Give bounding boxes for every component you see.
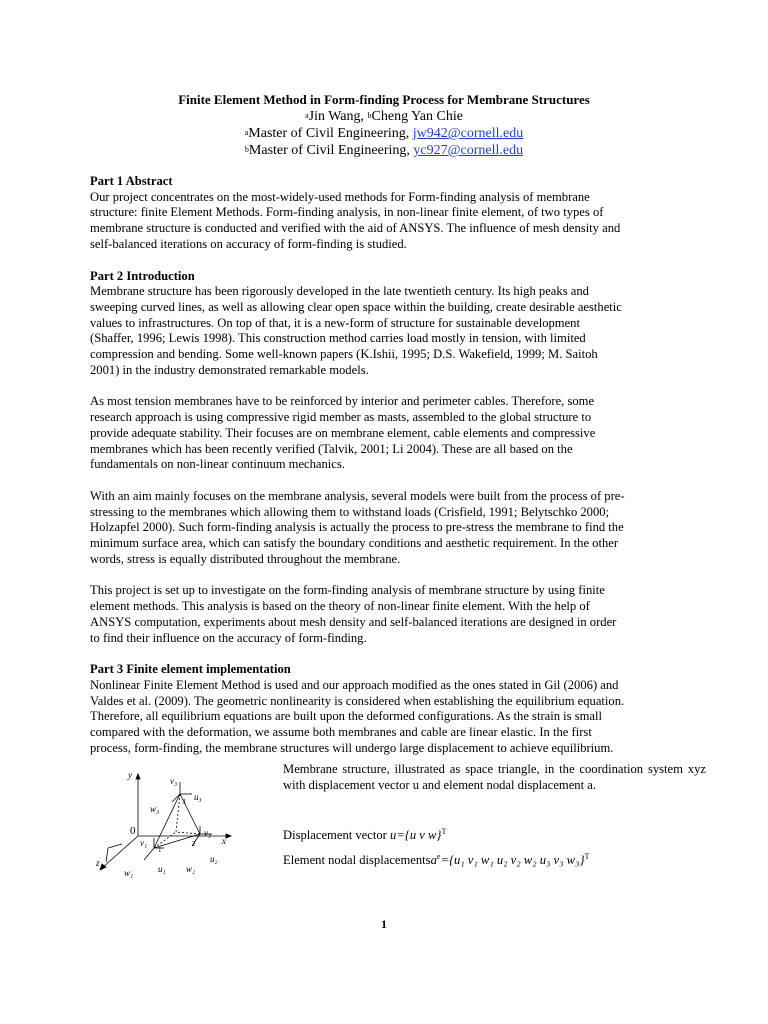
spacer [90,253,708,269]
text-line: to find their influence on the accuracy of form-finding. [90,630,367,645]
affiliation-a-superscript: a [244,128,249,137]
fig-label-u2: u₂ [210,854,218,864]
affiliation-a-text: Master of Civil Engineering, [248,126,413,141]
text-line: 2001) in the industry demonstrated remarkable models. [90,362,369,377]
text-line: Valdes et al. (2009). The geometric nonlinearity is considered when establishing the equilibrium equation. [90,693,625,708]
abstract-paragraph [90,190,708,253]
text-line: membrane structure is conducted and verified with the aid of ANSYS. The influence of mesh density and [90,221,621,236]
text-line: (Shaffer, 1996; Lewis 1998). This construction method carries load mostly in tension, with limited [90,331,586,346]
text-line: fundamentals on non-linear continuum mechanics. [90,457,345,472]
fig-node-1: 1 [158,846,162,854]
text-line: This project is set up to investigate on the form-finding analysis of membrane structure by using finite [90,583,605,598]
triangle-diagram [88,764,272,882]
email-link-a[interactable]: jw942@cornell.edu [412,126,524,141]
fig-label-w1: w₁ [124,868,134,878]
text-line: compression and bending. Some well-known papers (K.Ishii, 1995; D.S. Wakefield, 1999; M. Saitoh [90,347,598,362]
paper-title: Finite Element Method in Form-finding Process for Membrane Structures [178,92,590,107]
text-line: membranes which has been recently verified (Talvik, 2001; Li 2004). These are all based on the [90,441,573,456]
fig-label-v1: v₁ [140,838,148,848]
fig-label-w2: w₂ [186,864,196,874]
text-line: minimum surface area, which can satisfy the boundary conditions and aesthetic requirement. In the other [90,536,619,551]
space-triangle-figure [88,764,272,882]
author-a: Jin Wang, [308,109,368,124]
text-line: Therefore, all equilibrium equations are built upon the deformed configurations. As the strain is small [90,709,603,724]
nodal-displacement-equation [283,852,589,868]
fig-node-3: 3 [182,798,186,806]
affiliation-b-text: Master of Civil Engineering, [248,143,414,158]
eq1-superscript: T [441,827,447,836]
fig-label-origin: 0 [130,825,136,837]
eq2-symbol: a [430,853,437,868]
spacer [90,378,708,394]
fig-label-u1: u₁ [158,864,166,874]
fig-label-v3: v₃ [170,776,178,786]
fig-label-z: z [96,858,100,868]
introduction-paragraph-4 [90,583,708,646]
spacer [90,567,708,583]
text-line: Holzapfel 2000). Such form-finding analysis is actually the process to pre-stress the membrane to find the [90,520,624,535]
eq2-formula: ={u₁ v₁ w₁ u₂ v₂ w₂ u₃ v₃ w₃} [440,853,585,868]
text-line: With an aim mainly focuses on the membrane analysis, several models were built from the process of pre- [90,488,625,503]
fig-label-v2: v₂ [204,828,212,838]
affiliation-a [0,125,768,142]
fig-label-u3: u₃ [194,792,202,802]
introduction-paragraph-1 [90,284,708,378]
text-line: ANSYS computation, experiments about mesh density and self-balanced iterations are designed in order [90,614,617,629]
abstract-heading: Part 1 Abstract [90,174,173,188]
eq2-symbol-superscript: e [436,852,441,861]
text-line: values to infrastructures. On top of that, it is a new-form of structure for sustainable development [90,315,580,330]
spacer [90,473,708,489]
fig-node-2: 2 [192,840,196,848]
affiliation-b-superscript: b [244,145,249,154]
introduction-paragraph-3 [90,489,708,568]
figure-description: Membrane structure, illustrated as space triangle, in the coordination system xyz with displacement vector u and element nodal displacement a. [283,762,706,792]
text-line: Our project concentrates on the most-widely-used methods for Form-finding analysis of membrane [90,189,590,204]
fig-label-w3: w₃ [150,804,160,814]
fig-label-x: x [222,836,226,846]
spacer [90,646,708,662]
author-a-superscript: a [305,111,309,120]
text-line: stressing to the membranes which allowing them to withstand loads (Crisfield, 1991; Belytschko 2000; [90,504,610,519]
eq1-formula: u={u v w} [390,828,442,843]
text-line: process, form-finding, the membrane structures will undergo large displacement to achieve equilibrium. [90,740,614,755]
text-line: Nonlinear Finite Element Method is used and our approach modified as the ones stated in Gil (2006) and [90,677,619,692]
affiliation-b [0,142,768,159]
fig-label-y: y [128,770,132,780]
text-line: As most tension membranes have to be reinforced by interior and perimeter cables. Therefore, some [90,394,595,409]
author-line [0,108,768,125]
fem-paragraph [90,678,708,757]
page-number: 1 [381,917,387,931]
introduction-heading: Part 2 Introduction [90,268,195,283]
text-line: structure: finite Element Methods. Form-finding analysis, in non-linear finite element, of two types of [90,205,604,220]
text-line: self-balanced iterations on accuracy of form-finding is studied. [90,236,407,251]
main-body [90,174,708,757]
text-line: sweeping curved lines, as well as allowing clear open space within the building, create desirable aesthetic [90,299,622,314]
displacement-vector-equation [283,827,446,843]
text-line: element methods. This analysis is based on the theory of non-linear finite element. With the help of [90,599,590,614]
introduction-paragraph-2 [90,394,708,473]
author-b-superscript: b [367,111,372,120]
text-line: Membrane structure has been rigorously developed in the late twentieth century. Its high peaks and [90,284,589,299]
eq2-label: Element nodal displacements [283,853,431,868]
text-line: words, stress is equally distributed throughout the membrane. [90,551,401,566]
eq1-label: Displacement vector [283,828,391,843]
eq2-superscript: T [584,852,590,861]
paper-header [0,92,768,159]
text-line: compared with the deformation, we assume both membranes and cable are linear elastic. In the first [90,725,592,740]
text-line: research approach is using compressive rigid member as masts, assembled to the global structure to [90,410,592,425]
author-b: Cheng Yan Chie [371,109,463,124]
fem-heading: Part 3 Finite element implementation [90,662,291,677]
text-line: provide adequate stability. Their focuses are on membrane element, cable elements and compressive [90,425,596,440]
email-link-b[interactable]: yc927@cornell.edu [413,143,524,158]
